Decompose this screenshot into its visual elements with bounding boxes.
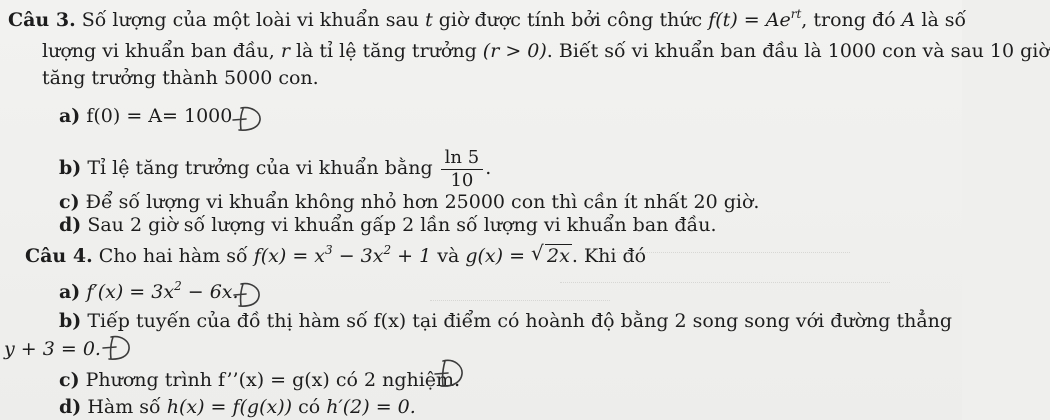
q3-line-1 xyxy=(8,8,966,32)
q4-a-label: a) xyxy=(59,281,81,303)
q4-c-text: Phương trình f’’(x) = g(x) có 2 nghiệm. xyxy=(85,369,461,391)
q4-g-definition: g(x) = √ 2x xyxy=(465,245,572,267)
q4-intro-text: . Khi đó xyxy=(571,245,647,267)
q3-title: Câu 3. xyxy=(8,9,76,31)
q3-item-d xyxy=(59,213,717,237)
q3-intro-text: lượng vi khuẩn ban đầu, xyxy=(42,40,281,62)
q4-d-text: Hàm số xyxy=(87,396,167,418)
q3-c-text: Để số lượng vi khuẩn không nhỏ hơn 25000 con thì cần ít nhất 20 giờ. xyxy=(85,191,760,213)
q4-item-d xyxy=(59,395,416,419)
q3-b-label: b) xyxy=(59,157,82,179)
q4-d-function: h(x) = f(g(x)) xyxy=(166,396,293,418)
q3-line-2 xyxy=(42,39,1050,63)
bleed-through-area xyxy=(590,242,850,257)
q3-formula: $f(t) = Ae^{rt}$ xyxy=(708,7,802,31)
q3-b-fraction: $\frac{\ln 5}{10}$ xyxy=(441,147,484,192)
q3-condition: (r > 0) xyxy=(482,40,547,62)
q3-var-A: A xyxy=(901,9,916,31)
q4-a-text: $f'(x) = 3x^2 - 6x$. xyxy=(86,279,239,303)
q4-d-text: có xyxy=(292,396,327,418)
q3-intro-text: , trong đó xyxy=(801,9,902,31)
q3-d-label: d) xyxy=(59,214,82,236)
q3-c-label: c) xyxy=(59,191,80,213)
q4-b-label: b) xyxy=(59,310,82,332)
q3-item-a xyxy=(59,104,232,128)
q3-var-r: r xyxy=(280,40,290,62)
q3-intro-text: Số lượng của một loài vi khuẩn sau xyxy=(75,9,426,31)
q4-item-b-line-2 xyxy=(4,337,101,361)
q4-line-1 xyxy=(25,244,646,268)
handwritten-d-mark-icon xyxy=(100,333,134,363)
q3-item-c xyxy=(59,190,759,214)
handwritten-d-mark-icon xyxy=(231,280,265,310)
q4-f-definition: $f(x) = x^3 - 3x^2 + 1$ xyxy=(253,243,432,267)
q3-intro-text: là số xyxy=(915,9,967,31)
q4-intro-text: Cho hai hàm số xyxy=(92,245,254,267)
q4-d-label: d) xyxy=(59,396,82,418)
handwritten-d-mark-icon xyxy=(432,356,466,390)
q4-d-derivative: h′(2) = 0. xyxy=(326,396,416,418)
q4-item-b xyxy=(59,309,952,333)
q3-line-3 xyxy=(42,66,319,90)
q4-c-label: c) xyxy=(59,369,80,391)
q4-item-c xyxy=(59,368,460,392)
handwritten-d-mark-icon xyxy=(231,104,265,134)
q3-a-label: a) xyxy=(59,105,81,127)
q4-b-line-equation: y + 3 = 0. xyxy=(4,338,101,360)
q3-item-b: b) Tỉ lệ tăng trưởng của vi khuẩn bằng $\frac{\ln 5}{10}$ . xyxy=(59,146,492,191)
q3-intro-text: tăng trưởng thành 5000 con. xyxy=(42,67,319,89)
bleed-through-area xyxy=(560,272,890,287)
q3-intro-text: giờ được tính bởi công thức xyxy=(432,9,709,31)
q3-var-t: t xyxy=(425,9,433,31)
q3-d-text: Sau 2 giờ số lượng vi khuẩn gấp 2 lần số lượng vi khuẩn ban đầu. xyxy=(87,214,717,236)
q4-b-text: Tiếp tuyến của đồ thị hàm số f(x) tại điểm có hoành độ bằng 2 song song với đường thẳng xyxy=(87,310,953,332)
q4-title: Câu 4. xyxy=(25,245,93,267)
bleed-through-area xyxy=(430,290,610,305)
q3-a-text: f(0) = A= 1000 xyxy=(86,105,233,127)
q3-intro-text: là tỉ lệ tăng trưởng xyxy=(289,40,483,62)
q3-intro-text: . Biết số vi khuẩn ban đầu là 1000 con và sau 10 giờ xyxy=(546,40,1050,62)
q3-b-text: Tỉ lệ tăng trưởng của vi khuẩn bằng xyxy=(87,157,433,179)
q4-item-a xyxy=(59,280,239,304)
q4-intro-text: và xyxy=(431,245,466,267)
